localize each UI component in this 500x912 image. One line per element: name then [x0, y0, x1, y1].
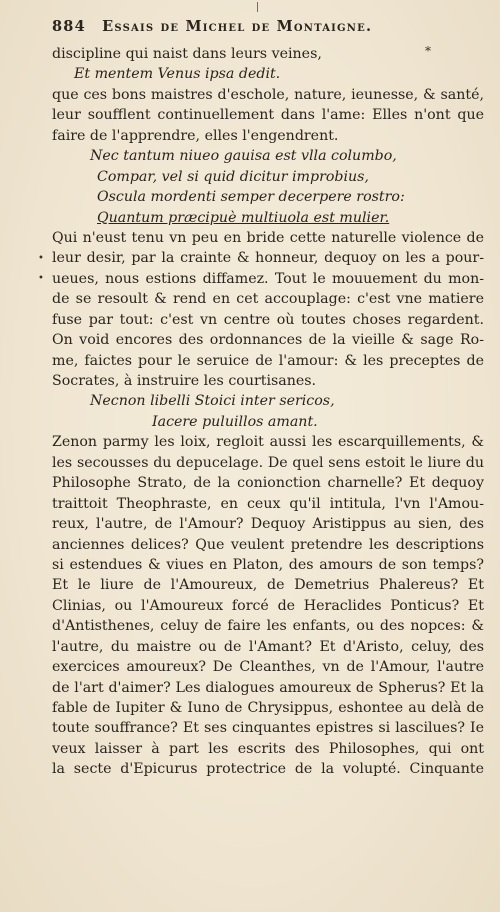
verse-line: Compar, vel si quid dicitur improbius,	[97, 168, 369, 185]
margin-bullet-mark: •	[38, 252, 44, 264]
text-line: Zenon parmy les loix, regloit aussi les escarquillements, &	[52, 434, 484, 451]
verse-line: Oscula mordenti semper decerpere rostro:	[97, 189, 405, 206]
page-number: 884	[52, 18, 86, 35]
text-line: Philosophe Strato, de la conionction charnelle? Et dequoy	[52, 475, 484, 492]
text-line: On void encores des ordonnances de la vieille & sage Ro-	[52, 332, 484, 349]
text-line: anciennes delices? Que veulent pretendre les descriptions	[52, 536, 484, 553]
margin-bullet-mark: •	[38, 272, 44, 284]
text-line: discipline qui naist dans leurs veines,	[52, 46, 322, 62]
text-line: d'Antisthenes, celuy de faire les enfants, ou des nopces: &	[52, 618, 484, 635]
text-line: faire de l'apprendre, elles l'engendrent.	[52, 127, 339, 144]
text-line: de l'art d'aimer? Les dialogues amoureux de Spherus? Et la	[52, 679, 484, 696]
text-line: reux, l'autre, de l'Amour? Dequoy Aristippus au sien, des	[52, 516, 484, 533]
text-line: Clinias, ou l'Amoureux forcé de Heraclides Ponticus? Et	[52, 597, 484, 614]
text-line: me, faictes pour le seruice de l'amour: & les preceptes de	[52, 352, 484, 369]
text-line: toute souffrance? Et ses cinquantes epistres si lascilues? Ie	[52, 720, 484, 737]
text-line: leur soufflent continuellement dans l'ame: Elles n'ont que	[52, 107, 484, 124]
text-line: leur desir, par la crainte & honneur, dequoy on les a pour-	[52, 250, 484, 267]
text-line: la secte d'Epicurus protectrice de la volupté. Cinquante	[52, 761, 484, 778]
text-line: de se resoult & rend en cet accouplage: c'est vne matiere	[52, 291, 484, 308]
text-line: Qui n'eust tenu vn peu en bride cette naturelle violence de	[52, 229, 484, 246]
body-text	[52, 44, 484, 780]
text-line: les secousses du depucelage. De quel sens estoit le liure du	[52, 454, 484, 471]
text-line: si estendues & viues en Platon, des amours de son temps?	[52, 556, 484, 573]
text-line: Et le liure de l'Amoureux, de Demetrius Phalereus? Et	[52, 577, 484, 594]
verse-line: Et mentem Venus ipsa dedit.	[74, 66, 281, 83]
text-line: veux laisser à part les escrits des Philosophes, qui ont	[52, 740, 484, 757]
text-line: traittoit Theophraste, en ceux qu'il intitula, l'vn l'Amou-	[52, 495, 484, 512]
text-line: exercices amoureux? De Cleanthes, vn de l'Amour, l'autre	[52, 659, 484, 676]
text-line: fuse par tout: c'est vn centre où toutes choses regardent.	[52, 311, 484, 328]
text-line: que ces bons maistres d'eschole, nature, ieunesse, & santé,	[52, 86, 484, 103]
page-edge-mark	[257, 2, 258, 12]
running-title: Essais de Michel de Montaigne.	[102, 18, 373, 35]
running-header	[52, 18, 472, 35]
text-line: Socrates, à instruire les courtisanes.	[52, 373, 317, 389]
verse-line: Iacere puluillos amant.	[152, 413, 318, 430]
verse-line: Necnon libelli Stoici inter sericos,	[90, 393, 335, 410]
verse-line: Quantum præcipuè multiuola est mulier.	[97, 209, 390, 226]
text-line: fable de Iupiter & Iuno de Chrysippus, eshontee au delà de	[52, 700, 484, 716]
text-line: ueues, nous estions diffamez. Tout le mouuement du mon-	[52, 270, 484, 287]
margin-star-mark: *	[425, 44, 431, 58]
verse-line: Nec tantum niueo gauisa est vlla columbo,	[90, 148, 397, 165]
text-line: l'autre, du maistre ou de l'Amant? Et d'Aristo, celuy, des	[52, 638, 484, 655]
